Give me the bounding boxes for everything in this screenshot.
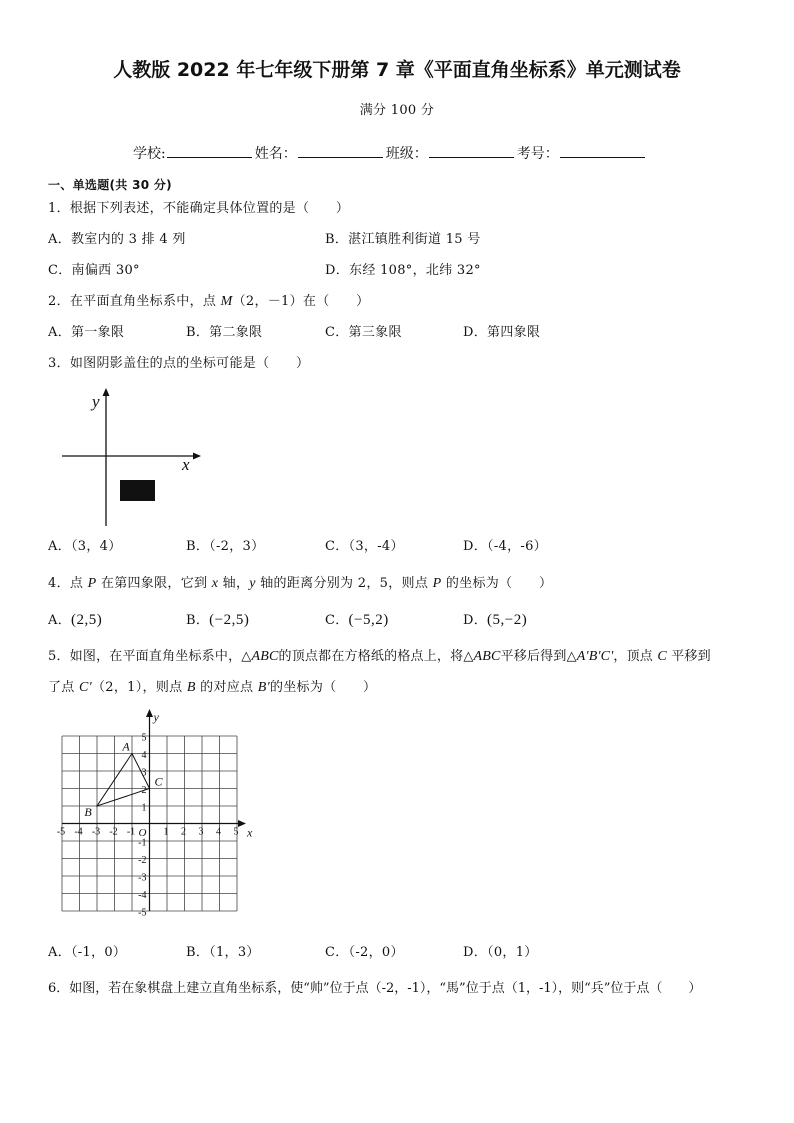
option-label: B．: [186, 539, 210, 554]
option-math: (−5,2): [348, 612, 389, 628]
option-text: （1，3）: [209, 945, 260, 960]
option-text: 东经 108°，北纬 32°: [349, 263, 481, 278]
question-text: 的坐标为（ ）: [441, 576, 553, 591]
y-axis-label: y: [153, 710, 159, 724]
option-label: A．: [48, 539, 71, 554]
origin-label: O: [138, 827, 147, 839]
q1-option-d: [325, 262, 481, 280]
q3-x-axis-arrow: [193, 453, 201, 460]
y-tick-label: 2: [141, 785, 147, 796]
option-label: D．: [325, 263, 350, 278]
shaded-cover-rectangle: [120, 480, 155, 501]
q4-option-a: [48, 611, 102, 630]
variable: y: [249, 576, 256, 591]
option-label: C．: [325, 945, 349, 960]
question-2-stem: [48, 293, 369, 311]
option-text: （0，1）: [487, 945, 538, 960]
q4-option-c: [325, 611, 389, 630]
option-label: A．: [48, 232, 71, 247]
q4-option-b: [186, 611, 249, 630]
y-tick-label: -3: [138, 872, 147, 884]
variable: ABC: [473, 649, 501, 664]
y-axis-arrow: [146, 709, 153, 717]
student-info-line: [133, 144, 648, 163]
x-axis-label: x: [247, 825, 253, 840]
question-text: 如图阴影盖住的点的坐标可能是（ ）: [69, 356, 310, 371]
variable: M: [220, 294, 233, 309]
question-text: 点: [69, 576, 88, 591]
option-label: B．: [186, 325, 210, 340]
option-label: D．: [463, 325, 488, 340]
question-number: 6．: [48, 981, 70, 996]
vertex-label-c: C: [154, 774, 163, 789]
full-score: 满分 100 分: [359, 103, 435, 118]
q3-option-c: [325, 538, 404, 556]
variable: B': [257, 680, 270, 695]
school-label: 学校:: [133, 146, 166, 162]
q2-option-b: [186, 324, 262, 342]
option-label: A．: [48, 945, 71, 960]
option-text: （-4，-6）: [487, 539, 547, 554]
question-text: 了点: [48, 680, 80, 695]
y-tick-label: 1: [141, 802, 147, 814]
option-text: 湛江镇胜利街道 15 号: [348, 232, 481, 247]
triangle-abc: [97, 754, 150, 807]
variable: C: [657, 649, 667, 664]
q5-option-c: [325, 944, 404, 962]
option-math: (5,−2): [487, 612, 528, 628]
question-number: 2．: [48, 294, 70, 309]
q5-option-d: [463, 944, 538, 962]
x-tick-label: 3: [198, 826, 204, 838]
variable: x: [211, 576, 219, 591]
q3-y-axis-arrow: [103, 388, 110, 396]
variable: C': [79, 680, 92, 695]
option-label: D．: [463, 613, 488, 628]
x-tick-label: 2: [181, 826, 186, 838]
option-label: B．: [325, 232, 349, 247]
question-text: 在平面直角坐标系中，点: [69, 294, 221, 309]
x-tick-label: -3: [91, 826, 101, 838]
option-text: （-2，0）: [348, 945, 404, 960]
question-3-stem: [48, 355, 309, 373]
q2-option-a: [48, 324, 124, 342]
question-text: （2，－1）在（ ）: [232, 294, 370, 309]
q5-grid-figure: [50, 705, 260, 920]
question-text: 的顶点都在方格纸的格点上，将△: [278, 649, 474, 664]
question-number: 3．: [48, 356, 70, 371]
q3-option-a: [48, 538, 122, 556]
q1-option-a: [48, 231, 186, 249]
option-label: A．: [48, 325, 71, 340]
question-6-stem: [48, 980, 701, 998]
variable: ABC: [251, 649, 279, 664]
option-text: 教室内的 3 排 4 列: [71, 232, 186, 247]
name-blank[interactable]: [298, 144, 383, 158]
x-tick-label: 1: [163, 826, 169, 838]
question-5-stem-line-2: [48, 679, 376, 697]
question-text: 平移后得到△: [500, 649, 577, 664]
question-number: 1．: [48, 201, 70, 216]
question-text: 如图，若在象棋盘上建立直角坐标系，使“帅”位于点（-2，-1），“馬”位于点（1，-1），则“兵”位于点（ ）: [69, 981, 702, 996]
option-label: D．: [463, 539, 488, 554]
vertex-label-a: A: [122, 739, 130, 754]
y-tick-label: -5: [138, 907, 147, 919]
x-tick-label: -5: [56, 826, 66, 838]
option-text: （3，-4）: [348, 539, 404, 554]
question-text: 的坐标为（ ）: [269, 680, 377, 695]
q2-option-c: [325, 324, 402, 342]
question-text: 平移到: [666, 649, 711, 664]
x-tick-label: 4: [216, 826, 221, 838]
variable: P: [432, 576, 442, 591]
variable: P: [87, 576, 97, 591]
option-label: C．: [325, 325, 349, 340]
q5-option-a: [48, 944, 126, 962]
y-tick-label: 5: [141, 732, 147, 744]
question-text: 轴的距离分别为 2，5，则点: [255, 576, 433, 591]
q3-option-b: [186, 538, 264, 556]
variable: A'B'C': [576, 649, 614, 664]
q3-y-axis-label: y: [92, 392, 100, 411]
option-text: （3，4）: [71, 539, 122, 554]
question-number: 5．: [48, 649, 70, 664]
question-text: ，顶点: [613, 649, 658, 664]
option-text: 第一象限: [71, 325, 125, 340]
class-label: 班级：: [385, 146, 428, 162]
school-blank[interactable]: [167, 144, 252, 158]
q3-x-axis-label: x: [182, 455, 190, 474]
question-text: 如图，在平面直角坐标系中，△: [69, 649, 252, 664]
q5-option-b: [186, 944, 260, 962]
question-text: 根据下列表述，不能确定具体位置的是（ ）: [69, 201, 350, 216]
q3-axes-figure: [55, 385, 205, 530]
option-label: A．: [48, 613, 71, 628]
question-4-stem: [48, 575, 552, 593]
option-label: C．: [48, 263, 72, 278]
question-number: 4．: [48, 576, 70, 591]
option-math: (2,5): [71, 612, 103, 628]
q1-option-b: [325, 231, 481, 249]
question-text: 的对应点: [195, 680, 258, 695]
class-blank[interactable]: [429, 144, 514, 158]
y-tick-label: 4: [141, 750, 147, 761]
exam-title: 人教版 2022 年七年级下册第 7 章《平面直角坐标系》单元测试卷: [113, 59, 681, 81]
question-5-stem-line-1: [48, 648, 711, 666]
vertex-label-b: B: [84, 805, 92, 819]
option-text: （-1，0）: [71, 945, 127, 960]
q4-option-d: [463, 611, 527, 630]
option-text: 第四象限: [487, 325, 541, 340]
question-1-stem: [48, 200, 349, 218]
exam-no-label: 考号：: [516, 146, 559, 162]
q3-option-d: [463, 538, 547, 556]
y-tick-label: 3: [141, 767, 147, 779]
section-heading: 一、单选题(共 30 分): [48, 178, 172, 192]
question-text: 轴，: [218, 576, 250, 591]
y-tick-label: -4: [138, 890, 147, 901]
x-tick-label: -2: [109, 826, 118, 838]
option-math: (−2,5): [209, 612, 250, 628]
option-label: C．: [325, 613, 349, 628]
exam-no-blank[interactable]: [560, 144, 645, 158]
variable: B: [186, 680, 196, 695]
name-label: 姓名：: [254, 146, 297, 162]
option-text: （-2，3）: [209, 539, 265, 554]
question-text: 在第四象限，它到: [96, 576, 212, 591]
y-tick-label: -2: [138, 855, 147, 866]
option-text: 第二象限: [209, 325, 263, 340]
x-tick-label: -1: [126, 826, 136, 838]
option-label: B．: [186, 945, 210, 960]
option-text: 南偏西 30°: [71, 263, 140, 278]
x-tick-label: 5: [233, 826, 239, 838]
x-axis-arrow: [238, 820, 246, 827]
option-text: 第三象限: [348, 325, 402, 340]
question-text: （2，1），则点: [91, 680, 187, 695]
q2-option-d: [463, 324, 540, 342]
y-tick-label: -1: [138, 837, 147, 849]
x-tick-label: -4: [74, 826, 83, 838]
q1-option-c: [48, 262, 140, 280]
option-label: B．: [186, 613, 210, 628]
option-label: D．: [463, 945, 488, 960]
option-label: C．: [325, 539, 349, 554]
